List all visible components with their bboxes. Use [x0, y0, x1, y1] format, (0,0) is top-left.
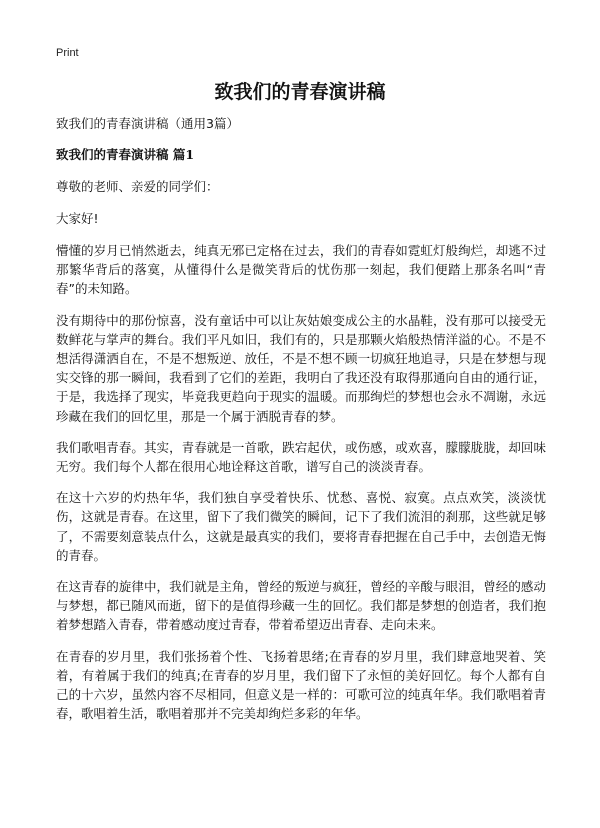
print-label: Print: [56, 47, 79, 59]
document-body: [56, 114, 546, 735]
paragraph: 没有期待中的那份惊喜，没有童话中可以让灰姑娘变成公主的水晶鞋，没有那可以接受无数鲜花与掌声的舞台。我们平凡如旧，我们有的，只是那颗火焰般热情洋溢的心。不是不想活得潇洒自在，不是不想叛逆、放任，不是不想不顾一切疯狂地追寻，只是在梦想与现实交锋的那一瞬间，我看到了它们的差距，我明白了我还没有取得那通向自由的通行证，于是，我选择了现实，毕竟我更趋向于现实的温暖。而那绚烂的梦想也会永不凋谢，永远珍藏在我们的回忆里，那是一个属于洒脱青春的梦。: [56, 312, 546, 424]
greeting: 大家好!: [56, 211, 99, 226]
paragraph: 我们歌唱青春。其实，青春就是一首歌，跌宕起伏，或伤感，或欢喜，朦朦胧胧，却回味无穷。我们每个人都在很用心地诠释这首歌，谱写自己的淡淡青春。: [56, 439, 546, 475]
paragraph: 在这十六岁的灼热年华，我们独自享受着快乐、忧愁、喜悦、寂寞。点点欢笑，淡淡忧伤，这就是青春。在这里，留下了我们微笑的瞬间，记下了我们流泪的刹那，这些就足够了，不需要刻意装点什么，这就是最真实的我们，要将青春把握在自己手中，去创造无悔的青春。: [56, 490, 546, 563]
page-title: 致我们的青春演讲稿: [214, 81, 386, 103]
paragraph: 在这青春的旋律中，我们就是主角，曾经的叛逆与疯狂，曾经的辛酸与眼泪，曾经的感动与梦想，都已随风而逝，留下的是值得珍藏一生的回忆。我们都是梦想的创造者，我们抱着梦想踏入青春，带着感动度过青春，带着希望迈出青春、走向未来。: [56, 579, 546, 633]
paragraph: 懵懂的岁月已悄然逝去，纯真无邪已定格在过去，我们的青春如霓虹灯般绚烂，却逃不过那繁华背后的落寞，从懂得什么是微笑背后的忧伤那一刻起，我们便踏上那条名叫“青春”的未知路。: [56, 243, 546, 297]
salutation: 尊敬的老师、亲爱的同学们：: [56, 179, 219, 194]
document-subtitle: 致我们的青春演讲稿（通用3篇）: [56, 116, 239, 131]
section-heading: 致我们的青春演讲稿 篇1: [56, 147, 195, 162]
paragraph: 在青春的岁月里，我们张扬着个性、飞扬着思绪;在青春的岁月里，我们肆意地哭着、笑着，有着属于我们的纯真;在青春的岁月里，我们留下了永恒的美好回忆。每个人都有自己的十六岁，虽然内容不尽相同，但意义是一样的：可歌可泣的纯真年华。我们歌唱着青春，歌唱着生活，歌唱着那并不完美却绚烂多彩的年华。: [56, 648, 546, 722]
